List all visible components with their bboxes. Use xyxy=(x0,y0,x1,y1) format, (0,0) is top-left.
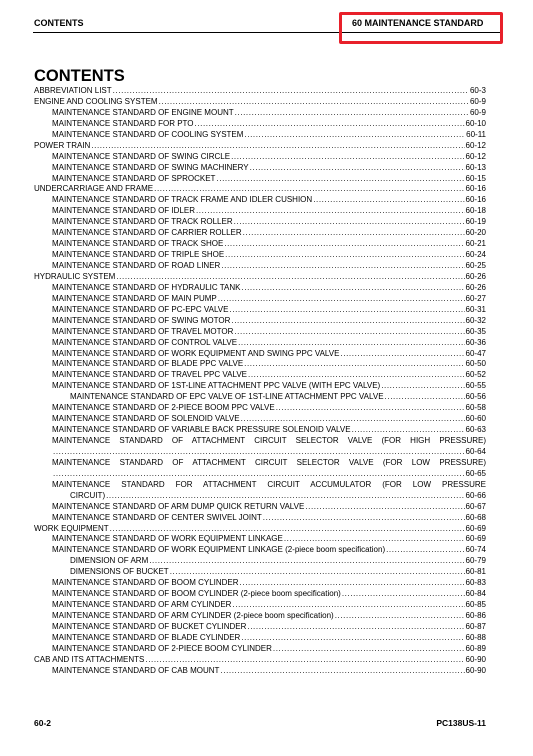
toc-entry[interactable] xyxy=(34,316,486,327)
toc-entry[interactable] xyxy=(34,294,486,305)
toc-leader-dots xyxy=(229,305,464,316)
toc-entry-title: MAINTENANCE STANDARD OF SWING MOTOR xyxy=(52,315,231,325)
toc-entry[interactable] xyxy=(34,556,486,567)
toc-entry[interactable] xyxy=(34,513,486,524)
toc-entry[interactable] xyxy=(34,359,486,370)
toc-entry[interactable] xyxy=(34,524,486,535)
toc-leader-dots xyxy=(159,97,469,108)
toc-entry[interactable] xyxy=(34,206,486,217)
toc-entry-page: 60-65 xyxy=(465,468,486,478)
toc-entry[interactable] xyxy=(34,305,486,316)
toc-entry-title: MAINTENANCE STANDARD FOR ATTACHMENT CIRCUIT ACCUMULATOR (FOR LOW PRESSURE xyxy=(52,479,486,489)
toc-entry-page: 60-67 xyxy=(465,501,486,511)
toc-entry-page: 60-74 xyxy=(465,545,486,555)
toc-entry-title: MAINTENANCE STANDARD OF TRACK ROLLER xyxy=(52,217,233,227)
toc-entry[interactable] xyxy=(34,425,486,436)
toc-entry[interactable] xyxy=(34,392,486,403)
toc-entry-title: ENGINE AND COOLING SYSTEM xyxy=(34,96,158,106)
toc-entry-page: 60-47 xyxy=(465,348,486,358)
toc-entry[interactable] xyxy=(34,250,486,261)
toc-leader-dots xyxy=(352,425,465,436)
toc-leader-dots xyxy=(313,195,464,206)
toc-entry-title: MAINTENANCE STANDARD OF BLADE CYLINDER xyxy=(52,632,241,642)
toc-entry-page: 60-90 xyxy=(465,665,486,675)
toc-entry-title: MAINTENANCE STANDARD OF CAB MOUNT xyxy=(52,665,220,675)
toc-entry-title: MAINTENANCE STANDARD OF 1ST-LINE ATTACHMENT PPC VALVE (WITH EPC VALVE) xyxy=(52,381,381,391)
toc-entry[interactable] xyxy=(34,283,486,294)
toc-entry-page: 60-69 xyxy=(465,534,486,544)
toc-leader-dots xyxy=(385,392,465,403)
toc-leader-dots xyxy=(224,239,464,250)
toc-entry-page: 60-89 xyxy=(465,643,486,653)
toc-entry-title: POWER TRAIN xyxy=(34,140,91,150)
toc-entry-title: DIMENSION OF ARM xyxy=(70,556,149,566)
toc-entry[interactable] xyxy=(34,655,486,666)
toc-leader-dots xyxy=(154,184,464,195)
toc-leader-dots xyxy=(113,86,469,97)
toc-entry-title: MAINTENANCE STANDARD OF COOLING SYSTEM xyxy=(52,129,244,139)
toc-entry-page: 60-52 xyxy=(465,370,486,380)
toc-entry-title: MAINTENANCE STANDARD OF 2-PIECE BOOM CYLINDER xyxy=(52,643,272,653)
toc-entry-page: 60-81 xyxy=(465,567,486,577)
toc-entry[interactable] xyxy=(34,141,486,152)
toc-entry[interactable] xyxy=(34,108,486,119)
toc-entry-title: MAINTENANCE STANDARD OF CARRIER ROLLER xyxy=(52,228,242,238)
toc-entry-page: 60-58 xyxy=(465,403,486,413)
toc-leader-dots xyxy=(195,119,465,130)
toc-entry-title: MAINTENANCE STANDARD OF TRAVEL PPC VALVE xyxy=(52,370,247,380)
toc-leader-dots xyxy=(276,403,465,414)
toc-leader-dots xyxy=(149,556,464,567)
toc-entry-title: MAINTENANCE STANDARD OF BUCKET CYLINDER xyxy=(52,621,247,631)
toc-leader-dots xyxy=(241,414,465,425)
toc-entry-page: 60-16 xyxy=(465,184,486,194)
toc-entry[interactable] xyxy=(34,119,486,130)
toc-entry-title: CIRCUIT) xyxy=(70,490,106,500)
toc-entry[interactable] xyxy=(34,447,486,458)
toc-entry-title: MAINTENANCE STANDARD OF WORK EQUIPMENT AND SWING PPC VALVE xyxy=(52,348,340,358)
toc-entry[interactable] xyxy=(34,338,486,349)
toc-leader-dots xyxy=(273,644,465,655)
toc-entry-title: MAINTENANCE STANDARD OF ARM DUMP QUICK RETURN VALVE xyxy=(52,501,305,511)
toc-entry-page: 60-18 xyxy=(465,206,486,216)
toc-entry-title: MAINTENANCE STANDARD OF PC-EPC VALVE xyxy=(52,304,229,314)
toc-entry-page: 60-13 xyxy=(465,162,486,172)
toc-leader-dots xyxy=(240,578,465,589)
toc-leader-dots xyxy=(53,447,465,458)
toc-entry-page: 60-9 xyxy=(469,96,486,106)
toc-entry[interactable] xyxy=(34,130,486,141)
toc-leader-dots xyxy=(170,567,465,578)
highlight-box xyxy=(339,12,503,44)
toc-entry[interactable] xyxy=(34,195,486,206)
toc-entry[interactable] xyxy=(34,97,486,108)
toc-entry-title: MAINTENANCE STANDARD OF BOOM CYLINDER xyxy=(52,578,239,588)
toc-entry-page: 60-32 xyxy=(465,315,486,325)
toc-leader-dots xyxy=(234,327,464,338)
toc-leader-dots xyxy=(305,502,464,513)
toc-entry-title: MAINTENANCE STANDARD OF TRACK SHOE xyxy=(52,239,224,249)
toc-entry[interactable] xyxy=(34,622,486,633)
toc-entry-title: MAINTENANCE STANDARD OF BLADE PPC VALVE xyxy=(52,359,244,369)
toc-entry-page: 60-56 xyxy=(465,392,486,402)
toc-leader-dots xyxy=(386,545,464,556)
toc-entry[interactable] xyxy=(34,567,486,578)
toc-entry-page: 60-60 xyxy=(465,414,486,424)
toc-entry-page: 60-35 xyxy=(465,326,486,336)
toc-leader-dots xyxy=(218,294,465,305)
toc-entry-page: 60-79 xyxy=(465,556,486,566)
table-of-contents xyxy=(34,86,486,677)
toc-leader-dots xyxy=(248,370,465,381)
toc-entry[interactable] xyxy=(34,174,486,185)
toc-entry-title: MAINTENANCE STANDARD OF TRIPLE SHOE xyxy=(52,250,225,260)
toc-entry[interactable] xyxy=(34,261,486,272)
toc-entry-page: 60-86 xyxy=(465,611,486,620)
toc-entry-page: 60-66 xyxy=(465,490,486,500)
toc-entry[interactable] xyxy=(34,272,486,283)
toc-entry-title: MAINTENANCE STANDARD OF WORK EQUIPMENT LINKAGE xyxy=(52,534,283,544)
toc-entry[interactable] xyxy=(34,578,486,589)
toc-leader-dots xyxy=(234,217,465,228)
toc-entry[interactable] xyxy=(34,414,486,425)
toc-entry[interactable] xyxy=(34,491,486,502)
toc-entry-page: 60-12 xyxy=(465,140,486,150)
toc-leader-dots xyxy=(381,381,464,392)
toc-entry-title: MAINTENANCE STANDARD OF VARIABLE BACK PRESSURE SOLENOID VALVE xyxy=(52,425,351,435)
toc-entry-title: MAINTENANCE STANDARD OF BOOM CYLINDER (2-piece boom specification) xyxy=(52,589,341,599)
toc-leader-dots xyxy=(196,206,465,217)
toc-leader-dots xyxy=(145,655,464,666)
toc-entry-title: MAINTENANCE STANDARD OF ARM CYLINDER xyxy=(52,600,232,610)
footer-page-number: 60-2 xyxy=(34,718,52,728)
toc-entry-title: MAINTENANCE STANDARD FOR PTO xyxy=(52,118,194,128)
toc-entry-title: MAINTENANCE STANDARD OF 2-PIECE BOOM PPC VALVE xyxy=(52,403,275,413)
toc-entry-page: 60-3 xyxy=(469,86,486,95)
toc-entry-page: 60-24 xyxy=(465,250,486,260)
toc-entry-page: 60-27 xyxy=(465,293,486,303)
toc-entry-page: 60-88 xyxy=(465,632,486,642)
toc-entry-page: 60-68 xyxy=(465,512,486,522)
toc-entry-title: MAINTENANCE STANDARD OF IDLER xyxy=(52,206,195,216)
toc-entry-title: MAINTENANCE STANDARD OF CENTER SWIVEL JOINT xyxy=(52,512,262,522)
toc-entry[interactable] xyxy=(34,86,486,97)
toc-entry[interactable] xyxy=(34,469,486,480)
toc-entry[interactable] xyxy=(34,644,486,655)
toc-entry[interactable] xyxy=(34,217,486,228)
toc-leader-dots xyxy=(91,141,464,152)
toc-entry-title: MAINTENANCE STANDARD OF CONTROL VALVE xyxy=(52,337,238,347)
toc-leader-dots xyxy=(225,250,464,261)
header-chapter-title: 60 MAINTENANCE STANDARD xyxy=(352,18,484,28)
toc-leader-dots xyxy=(342,589,465,600)
toc-entry[interactable] xyxy=(34,458,486,469)
toc-entry[interactable] xyxy=(34,436,486,447)
toc-leader-dots xyxy=(247,622,464,633)
toc-leader-dots xyxy=(335,611,465,622)
toc-entry[interactable] xyxy=(34,545,486,556)
toc-leader-dots xyxy=(220,666,464,677)
toc-entry-page: 60-90 xyxy=(465,654,486,664)
toc-entry[interactable] xyxy=(34,327,486,338)
toc-entry-page: 60-50 xyxy=(465,359,486,369)
toc-entry-page: 60-20 xyxy=(465,228,486,238)
toc-entry[interactable] xyxy=(34,534,486,545)
toc-leader-dots xyxy=(263,513,465,524)
toc-entry-page: 60-15 xyxy=(465,173,486,183)
toc-entry-title: MAINTENANCE STANDARD OF ATTACHMENT CIRCUIT SELECTOR VALVE (FOR HIGH PRESSURE) xyxy=(52,436,486,445)
toc-entry[interactable] xyxy=(34,611,486,622)
toc-leader-dots xyxy=(216,174,464,185)
footer-model-number: PC138US-11 xyxy=(436,718,486,728)
toc-entry-title: MAINTENANCE STANDARD OF SWING MACHINERY xyxy=(52,162,249,172)
toc-entry-title: MAINTENANCE STANDARD OF SPROCKET xyxy=(52,173,216,183)
toc-entry-title: MAINTENANCE STANDARD OF ROAD LINER xyxy=(52,261,221,270)
toc-leader-dots xyxy=(241,283,464,294)
toc-entry[interactable] xyxy=(34,480,486,491)
toc-entry-page: 60-19 xyxy=(465,217,486,227)
toc-entry[interactable] xyxy=(34,633,486,644)
toc-leader-dots xyxy=(221,261,464,272)
toc-entry-title: ABBREVIATION LIST xyxy=(34,86,112,95)
header-section-label: CONTENTS xyxy=(34,18,84,28)
toc-leader-dots xyxy=(244,359,464,370)
toc-leader-dots xyxy=(231,316,464,327)
toc-leader-dots xyxy=(250,163,465,174)
toc-leader-dots xyxy=(106,491,464,502)
toc-entry-title: MAINTENANCE STANDARD OF MAIN PUMP xyxy=(52,293,217,303)
toc-entry-page: 60-84 xyxy=(465,589,486,599)
toc-entry[interactable] xyxy=(34,589,486,600)
toc-entry-page: 60-55 xyxy=(465,381,486,391)
toc-leader-dots xyxy=(284,534,465,545)
toc-leader-dots xyxy=(241,633,464,644)
toc-entry-page: 60-69 xyxy=(465,523,486,533)
toc-entry[interactable] xyxy=(34,228,486,239)
toc-entry-title: MAINTENANCE STANDARD OF WORK EQUIPMENT LINKAGE (2-piece boom specification) xyxy=(52,545,386,555)
toc-entry[interactable] xyxy=(34,600,486,611)
toc-entry-page: 60-11 xyxy=(466,129,486,139)
toc-entry[interactable] xyxy=(34,349,486,360)
toc-entry-title: MAINTENANCE STANDARD OF TRACK FRAME AND IDLER CUSHION xyxy=(52,195,313,205)
toc-entry-page: 60-36 xyxy=(465,337,486,347)
toc-entry-title: MAINTENANCE STANDARD OF ARM CYLINDER (2-piece boom specification) xyxy=(52,611,334,620)
toc-entry[interactable] xyxy=(34,381,486,392)
toc-entry-page: 60-26 xyxy=(465,271,486,281)
toc-leader-dots xyxy=(243,228,465,239)
toc-entry-title: MAINTENANCE STANDARD OF SWING CIRCLE xyxy=(52,151,231,161)
toc-leader-dots xyxy=(232,600,464,611)
toc-entry-title: MAINTENANCE STANDARD OF EPC VALVE OF 1ST-LINE ATTACHMENT PPC VALVE xyxy=(70,392,384,402)
toc-leader-dots xyxy=(340,349,464,360)
toc-entry-title: MAINTENANCE STANDARD OF SOLENOID VALVE xyxy=(52,414,240,424)
toc-entry[interactable] xyxy=(34,184,486,195)
toc-entry-page: 60-21 xyxy=(465,239,486,249)
toc-entry-page: 60-12 xyxy=(465,151,486,161)
toc-entry-title: UNDERCARRIAGE AND FRAME xyxy=(34,184,154,194)
toc-entry-page: 60-31 xyxy=(465,304,486,314)
toc-leader-dots xyxy=(238,338,464,349)
toc-leader-dots xyxy=(235,108,469,119)
page-title: CONTENTS xyxy=(34,67,125,85)
toc-entry-page: 60-16 xyxy=(465,195,486,205)
toc-entry-page: 60-63 xyxy=(465,425,486,435)
toc-entry-title: MAINTENANCE STANDARD OF HYDRAULIC TANK xyxy=(52,282,241,292)
toc-leader-dots xyxy=(116,272,464,283)
toc-entry-title: MAINTENANCE STANDARD OF TRAVEL MOTOR xyxy=(52,326,234,336)
toc-entry-page: 60-25 xyxy=(465,261,486,270)
toc-entry[interactable] xyxy=(34,403,486,414)
toc-leader-dots xyxy=(244,130,465,141)
toc-entry-title: WORK EQUIPMENT xyxy=(34,523,109,533)
toc-entry-page: 60-64 xyxy=(465,446,486,456)
toc-leader-dots xyxy=(110,524,465,535)
toc-entry[interactable] xyxy=(34,666,486,677)
toc-entry-page: 60-9 xyxy=(469,107,486,117)
toc-entry[interactable] xyxy=(34,502,486,513)
toc-entry-title: MAINTENANCE STANDARD OF ENGINE MOUNT xyxy=(52,107,234,117)
toc-entry-page: 60-85 xyxy=(465,600,486,610)
toc-leader-dots xyxy=(231,152,464,163)
toc-entry-page: 60-26 xyxy=(465,282,486,292)
toc-entry-title: CAB AND ITS ATTACHMENTS xyxy=(34,654,145,664)
toc-entry[interactable] xyxy=(34,239,486,250)
toc-entry-title: HYDRAULIC SYSTEM xyxy=(34,271,116,281)
toc-entry-page: 60-83 xyxy=(465,578,486,588)
toc-entry[interactable] xyxy=(34,370,486,381)
toc-entry-title: MAINTENANCE STANDARD OF ATTACHMENT CIRCUIT SELECTOR VALVE (FOR LOW PRESSURE) xyxy=(52,457,486,467)
toc-entry[interactable] xyxy=(34,152,486,163)
toc-leader-dots xyxy=(53,469,465,480)
toc-entry-page: 60-10 xyxy=(465,118,486,128)
toc-entry-page: 60-87 xyxy=(465,621,486,631)
toc-entry-title: DIMENSIONS OF BUCKET xyxy=(70,567,169,577)
toc-entry[interactable] xyxy=(34,163,486,174)
